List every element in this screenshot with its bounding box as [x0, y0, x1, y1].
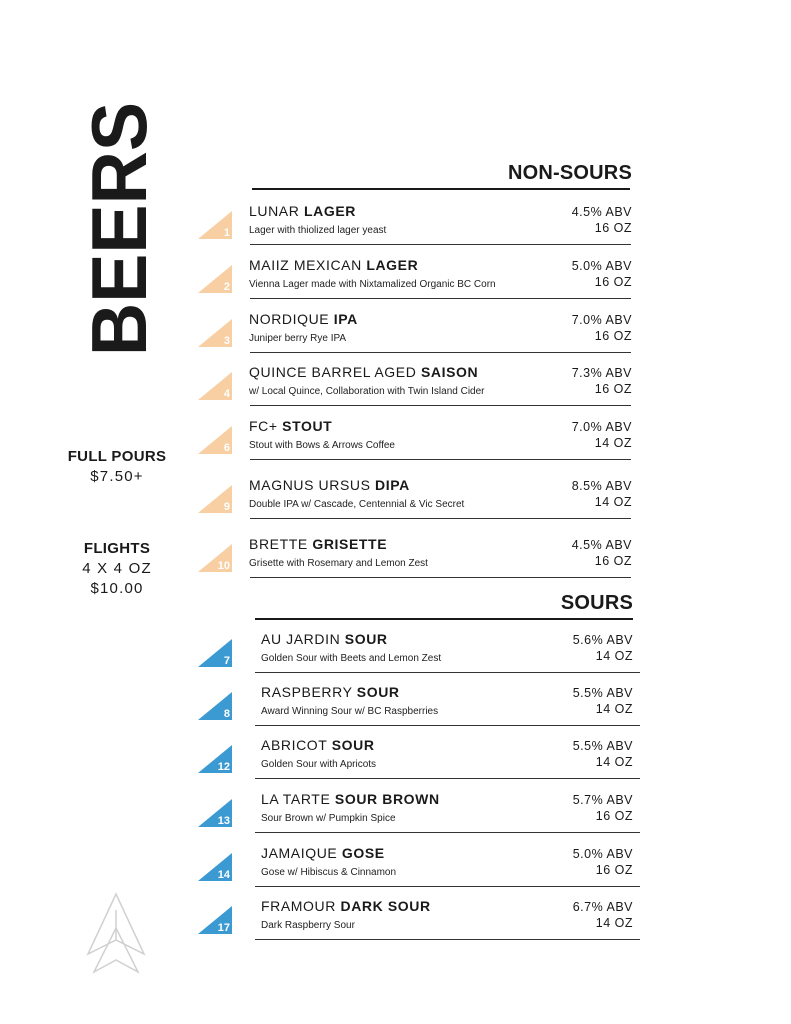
- sour-number-triangle: [198, 906, 232, 934]
- non-sours-rule: [252, 188, 630, 190]
- beer-pour-size: 14 OZ: [595, 755, 633, 769]
- beer-abv: 4.5% ABV: [571, 205, 632, 219]
- beer-description: Dark Raspberry Sour: [261, 920, 355, 931]
- beer-number: 4: [223, 388, 230, 400]
- full-pours-block: [52, 448, 182, 485]
- beer-style: SOUR: [344, 631, 388, 647]
- beer-number: 6: [223, 442, 230, 454]
- beer-pour-size: 16 OZ: [594, 554, 632, 568]
- beer-name: [261, 898, 431, 914]
- flights-block: [52, 540, 182, 597]
- beer-style: LAGER: [366, 257, 419, 273]
- beer-style: IPA: [333, 311, 358, 327]
- beer-number: 9: [223, 501, 230, 513]
- beer-description: w/ Local Quince, Collaboration with Twin Island Cider: [249, 386, 485, 397]
- beer-name-text: MAGNUS URSUS: [249, 477, 371, 493]
- row-divider: [250, 577, 631, 578]
- beer-description: Vienna Lager made with Nixtamalized Organic BC Corn: [249, 279, 496, 290]
- beer-number: 1: [223, 227, 230, 239]
- sour-number-triangle: [198, 639, 232, 667]
- beer-number: 7: [223, 655, 230, 667]
- beer-number: 14: [217, 869, 230, 881]
- full-pours-label: FULL POURS: [67, 448, 167, 465]
- beer-description: Gose w/ Hibiscus & Cinnamon: [261, 867, 397, 878]
- beer-row: [249, 257, 632, 303]
- beer-abv: 7.0% ABV: [571, 420, 632, 434]
- non-sours-heading: NON-SOURS: [507, 162, 632, 184]
- beer-style: SOUR: [356, 684, 400, 700]
- beer-name-text: BRETTE: [249, 536, 308, 552]
- beer-name-text: NORDIQUE: [249, 311, 330, 327]
- beer-abv: 5.5% ABV: [572, 739, 633, 753]
- beer-pour-size: 14 OZ: [594, 495, 632, 509]
- beer-name: [261, 631, 388, 647]
- beer-abv: 5.0% ABV: [571, 259, 632, 273]
- beer-name: [261, 845, 385, 861]
- beer-description: Grisette with Rosemary and Lemon Zest: [249, 558, 428, 569]
- beer-row: [249, 418, 632, 464]
- beer-pour-size: 14 OZ: [595, 649, 633, 663]
- non-sour-number-triangle: [198, 319, 232, 347]
- full-pours-price: $7.50+: [90, 468, 144, 485]
- beer-style: GRISETTE: [312, 536, 388, 552]
- non-sour-number-triangle: [198, 372, 232, 400]
- beer-name-text: QUINCE BARREL AGED: [249, 364, 417, 380]
- sour-number-triangle: [198, 745, 232, 773]
- beer-name-text: MAIIZ MEXICAN: [249, 257, 362, 273]
- beer-description: Golden Sour with Apricots: [261, 759, 377, 770]
- sours-heading: SOURS: [560, 592, 633, 614]
- beer-number: 10: [217, 560, 230, 572]
- beer-description: Double IPA w/ Cascade, Centennial & Vic Secret: [249, 499, 465, 510]
- row-divider: [250, 459, 631, 460]
- beer-name: [249, 477, 410, 493]
- beer-abv: 5.0% ABV: [572, 847, 633, 861]
- beer-name: [261, 791, 440, 807]
- beer-style: SOUR BROWN: [334, 791, 440, 807]
- row-divider: [250, 298, 631, 299]
- beer-abv: 6.7% ABV: [572, 900, 633, 914]
- beer-pour-size: 14 OZ: [595, 702, 633, 716]
- beer-style: LAGER: [303, 203, 356, 219]
- row-divider: [250, 352, 631, 353]
- beer-abv: 7.0% ABV: [571, 313, 632, 327]
- beer-name-text: AU JARDIN: [261, 631, 341, 647]
- beer-row: [261, 737, 633, 783]
- beer-description: Lager with thiolized lager yeast: [249, 225, 387, 236]
- beer-name-text: LUNAR: [249, 203, 300, 219]
- non-sour-number-triangle: [198, 544, 232, 572]
- row-divider: [255, 778, 640, 779]
- beer-pour-size: 16 OZ: [594, 275, 632, 289]
- beer-name: [249, 364, 478, 380]
- beer-description: Juniper berry Rye IPA: [249, 333, 347, 344]
- flights-label: FLIGHTS: [83, 540, 151, 557]
- beer-pour-size: 16 OZ: [595, 809, 633, 823]
- beer-row: [261, 845, 633, 891]
- beer-style: SAISON: [420, 364, 479, 380]
- beer-row: [249, 477, 632, 523]
- beer-name-text: FC+: [249, 418, 278, 434]
- row-divider: [255, 672, 640, 673]
- beer-number: 8: [223, 708, 230, 720]
- beer-name: [249, 536, 387, 552]
- beer-row: [261, 791, 633, 837]
- flights-size: 4 X 4 OZ: [82, 560, 152, 577]
- row-divider: [255, 725, 640, 726]
- beer-style: DARK SOUR: [340, 898, 431, 914]
- beer-number: 2: [223, 281, 230, 293]
- flights-price: $10.00: [90, 580, 144, 597]
- beer-pour-size: 16 OZ: [594, 382, 632, 396]
- beer-row: [249, 536, 632, 582]
- beer-row: [261, 684, 633, 730]
- beer-name: [249, 311, 358, 327]
- row-divider: [250, 518, 631, 519]
- beer-abv: 5.6% ABV: [572, 633, 633, 647]
- beer-name-text: JAMAIQUE: [261, 845, 338, 861]
- beer-name-text: FRAMOUR: [261, 898, 336, 914]
- beer-pour-size: 16 OZ: [594, 221, 632, 235]
- beer-style: STOUT: [282, 418, 333, 434]
- beer-pour-size: 14 OZ: [594, 436, 632, 450]
- beer-name: [249, 203, 356, 219]
- brewery-arrow-logo-icon: [84, 890, 148, 985]
- beer-name: [261, 737, 375, 753]
- beer-abv: 5.5% ABV: [572, 686, 633, 700]
- beer-description: Award Winning Sour w/ BC Raspberries: [261, 706, 439, 717]
- beer-row: [261, 898, 633, 944]
- beer-pour-size: 14 OZ: [595, 916, 633, 930]
- beer-pour-size: 16 OZ: [594, 329, 632, 343]
- beer-row: [261, 631, 633, 677]
- beer-number: 17: [217, 922, 230, 934]
- page-title: [75, 87, 163, 358]
- beer-row: [249, 203, 632, 249]
- row-divider: [250, 405, 631, 406]
- beer-description: Sour Brown w/ Pumpkin Spice: [261, 813, 396, 824]
- sour-number-triangle: [198, 692, 232, 720]
- beer-abv: 4.5% ABV: [571, 538, 632, 552]
- beer-number: 12: [217, 761, 230, 773]
- beer-style: SOUR: [331, 737, 375, 753]
- page-title-text: BEERS: [75, 87, 163, 356]
- beer-pour-size: 16 OZ: [595, 863, 633, 877]
- beer-name-text: RASPBERRY: [261, 684, 353, 700]
- beer-name: [249, 418, 332, 434]
- beer-name: [249, 257, 418, 273]
- beer-name-text: ABRICOT: [261, 737, 328, 753]
- beer-row: [249, 311, 632, 357]
- non-sour-number-triangle: [198, 485, 232, 513]
- beer-name-text: LA TARTE: [261, 791, 331, 807]
- sour-number-triangle: [198, 799, 232, 827]
- beer-style: DIPA: [375, 477, 410, 493]
- sours-rule: [255, 618, 633, 620]
- beer-description: Stout with Bows & Arrows Coffee: [249, 440, 395, 451]
- row-divider: [255, 886, 640, 887]
- beer-abv: 8.5% ABV: [571, 479, 632, 493]
- beer-abv: 5.7% ABV: [572, 793, 633, 807]
- row-divider: [250, 244, 631, 245]
- beer-description: Golden Sour with Beets and Lemon Zest: [261, 653, 442, 664]
- beer-row: [249, 364, 632, 410]
- beer-name: [261, 684, 400, 700]
- row-divider: [255, 832, 640, 833]
- row-divider: [255, 939, 640, 940]
- non-sour-number-triangle: [198, 426, 232, 454]
- non-sour-number-triangle: [198, 211, 232, 239]
- beer-style: GOSE: [341, 845, 385, 861]
- beer-number: 13: [217, 815, 230, 827]
- beer-abv: 7.3% ABV: [571, 366, 632, 380]
- non-sour-number-triangle: [198, 265, 232, 293]
- beer-number: 3: [223, 335, 230, 347]
- sour-number-triangle: [198, 853, 232, 881]
